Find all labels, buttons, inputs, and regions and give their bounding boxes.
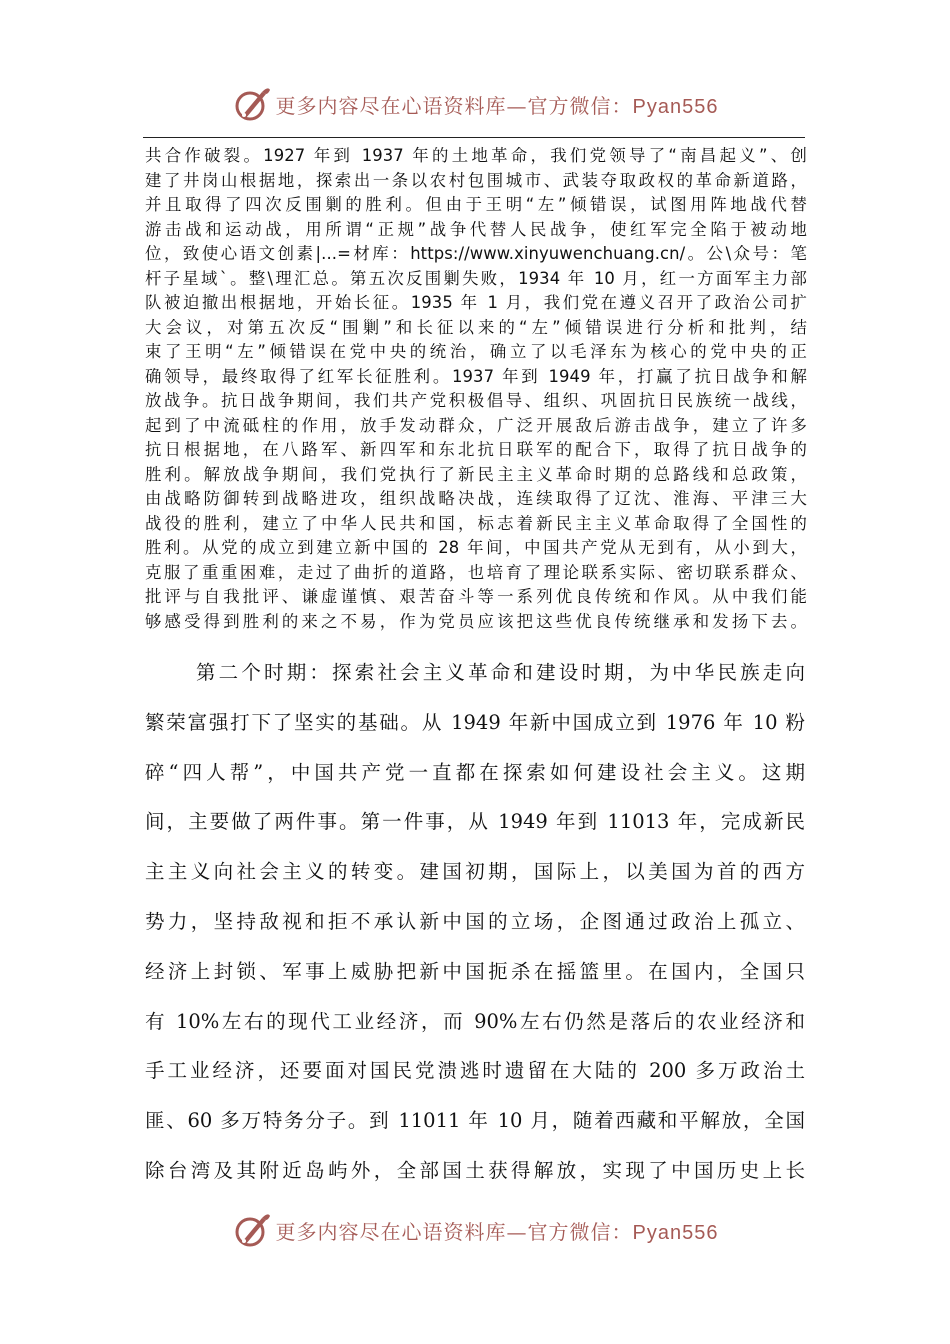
- footer-banner-main: 更多内容尽在心语资料库—官方微信：: [275, 1219, 633, 1244]
- text-line: 确领导，最终取得了红军长征胜利。1937 年到 1949 年，打赢了抗日战争和解: [145, 366, 807, 386]
- text-line: 除台湾及其附近岛屿外，全部国土获得解放，实现了中国历史上长: [145, 1158, 805, 1182]
- header-banner-wechat: Pyan556: [632, 95, 719, 118]
- text-line: 主主义向社会主义的转变。建国初期，国际上，以美国为首的西方: [145, 860, 805, 884]
- text-line: 由战略防御转到战略进攻，组织战略决战，连续取得了辽沈、淮海、平津三大: [145, 489, 807, 508]
- text-line: 胜利。解放战争期间，我们党执行了新民主主义革命时期的总路线和总政策，: [145, 464, 807, 484]
- text-line: 有 10%左右的现代工业经济，而 90%左右仍然是落后的农业经济和: [145, 1009, 805, 1033]
- text-line: 势力，坚持敌视和拒不承认新中国的立场，企图通过政治上孤立、: [145, 909, 805, 933]
- wide-paragraph: [145, 648, 805, 1196]
- text-line: 战役的胜利，建立了中华人民共和国，标志着新民主主义革命取得了全国性的: [145, 513, 807, 533]
- quill-pen-logo-icon: [232, 84, 272, 124]
- header-banner-main: 更多内容尽在心语资料库—官方微信：: [275, 93, 633, 118]
- text-line: 抗日根据地，在八路军、新四军和东北抗日联军的配合下，取得了抗日战争的: [145, 440, 807, 459]
- footer-banner: [0, 1208, 950, 1252]
- header-divider: [143, 137, 805, 138]
- footer-banner-wechat: Pyan556: [632, 1221, 719, 1244]
- text-line: 束了王明“左”倾错误在党中央的统治，确立了以毛泽东为核心的党中央的正: [145, 342, 807, 361]
- text-line: 克服了重重困难，走过了曲折的道路，也培育了理论联系实际、密切联系群众、: [145, 562, 807, 582]
- header-banner: [0, 82, 950, 126]
- text-line: 繁荣富强打下了坚实的基础。从 1949 年新中国成立到 1976 年 10 粉: [145, 710, 805, 734]
- text-line: 放战争。抗日战争期间，我们共产党积极倡导、组织、巩固抗日民族统一战线，: [145, 391, 807, 410]
- text-line: 大会议，对第五次反“围剿”和长征以来的“左”倾错误进行分析和批判，结: [145, 317, 807, 337]
- text-line: 手工业经济，还要面对国民党溃逃时遗留在大陆的 200 多万政治土: [145, 1059, 805, 1083]
- footer-banner-text: [276, 1216, 719, 1245]
- quill-pen-logo-icon: [232, 1210, 272, 1250]
- text-line: 经济上封锁、军事上威胁把新中国扼杀在摇篮里。在国内，全国只: [145, 959, 805, 983]
- text-line: 第二个时期：探索社会主义革命和建设时期，为中华民族走向: [196, 661, 805, 684]
- text-line: 胜利。从党的成立到建立新中国的 28 年间，中国共产党从无到有，从小到大，: [145, 538, 807, 557]
- text-line: 间，主要做了两件事。第一件事，从 1949 年到 11013 年，完成新民: [145, 810, 805, 834]
- text-line: 共合作破裂。1927 年到 1937 年的土地革命，我们党领导了“南昌起义”、创: [145, 146, 807, 165]
- text-line: 游击战和运动战，用所谓“正规”战争代替人民战争，使红军完全陷于被动地: [145, 219, 807, 239]
- text-line: 队被迫撤出根据地，开始长征。1935 年 1 月，我们党在遵义召开了政治公司扩: [145, 293, 807, 312]
- text-line: 批评与自我批评、谦虚谨慎、艰苦奋斗等一系列优良传统和作风。从中我们能: [145, 587, 807, 606]
- text-line: 建了井岗山根据地，探索出一条以农村包围城市、武装夺取政权的革命新道路，: [145, 170, 807, 190]
- text-line: 够感受得到胜利的来之不易，作为党员应该把这些优良传统继承和发扬下去。: [145, 611, 807, 631]
- header-banner-text: [276, 90, 719, 119]
- text-line: 并且取得了四次反围剿的胜利。但由于王明“左”倾错误，试图用阵地战代替: [145, 195, 807, 214]
- text-line: 杆子星域`。整\理汇总。第五次反围剿失败，1934 年 10 月，红一方面军主力部: [145, 268, 807, 288]
- text-line: 起到了中流砥柱的作用，放手发动群众，广泛开展敌后游击战争，建立了许多: [145, 415, 807, 435]
- dense-paragraph: [145, 144, 807, 634]
- text-line: 碎“四人帮”，中国共产党一直都在探索如何建设社会主义。这期: [145, 760, 805, 784]
- text-line: 位，致使心语文创素|...=材库：https://www.xinyuwenchuang.cn/。公\众号：笔: [145, 244, 807, 263]
- text-line: 匪、60 多万特务分子。到 11011 年 10 月，随着西藏和平解放，全国: [145, 1109, 805, 1133]
